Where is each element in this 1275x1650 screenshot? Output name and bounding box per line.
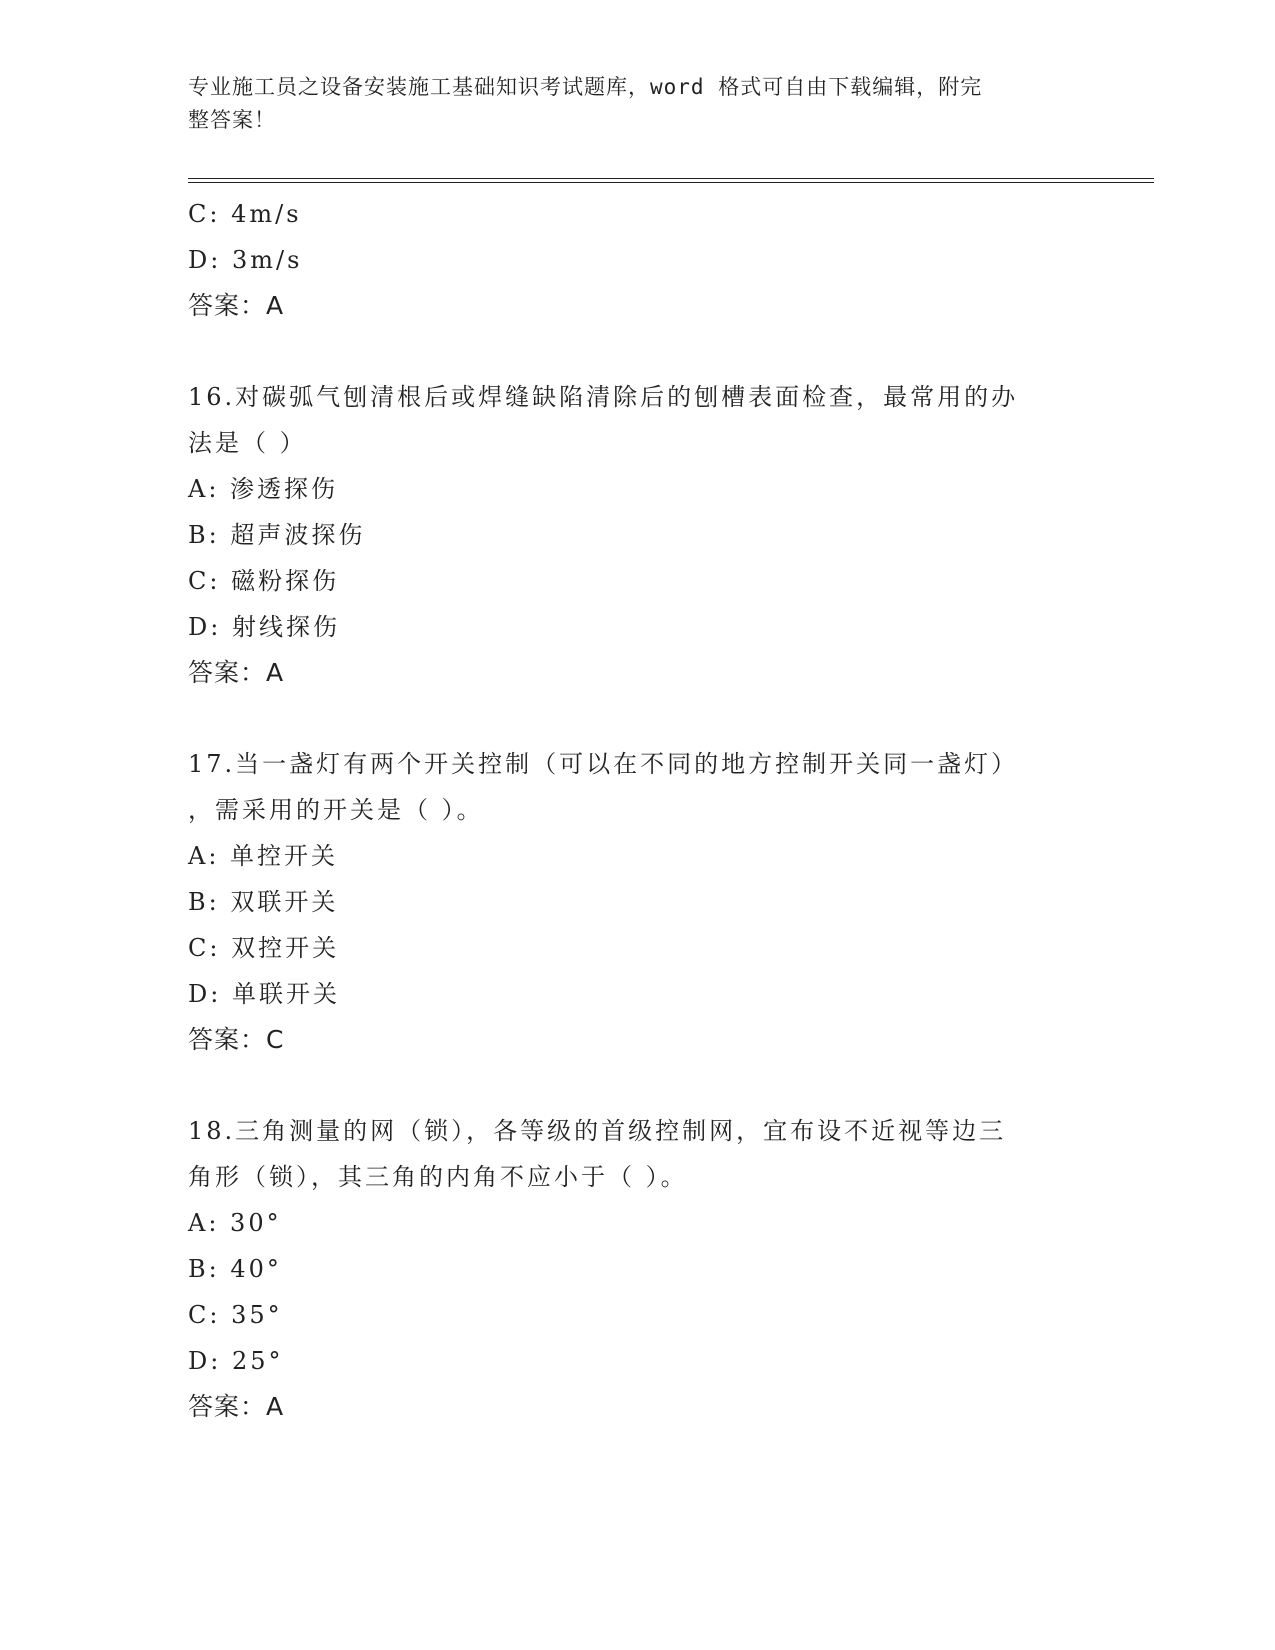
answer-line: 答案：A <box>188 658 285 687</box>
answer-line: 答案：C <box>188 1025 285 1054</box>
option-c: C: 双控开关 <box>188 934 340 962</box>
question-text-line-2: 角形（锁），其三角的内角不应小于（ ）。 <box>188 1163 688 1191</box>
option-d: D: 3m/s <box>188 246 303 274</box>
page-header <box>188 71 1068 137</box>
question-18 <box>188 1108 1088 1430</box>
header-title-line-2: 整答案！ <box>188 108 276 132</box>
option-b: B: 超声波探伤 <box>188 521 366 549</box>
question-text-line-2: ，需采用的开关是（ ）。 <box>188 796 484 824</box>
question-continued <box>188 191 1088 329</box>
option-c: C: 磁粉探伤 <box>188 567 340 595</box>
option-c: C: 35° <box>188 1301 283 1329</box>
header-title-line-1: 专业施工员之设备安装施工基础知识考试题库，word 格式可自由下载编辑，附完 <box>188 75 983 99</box>
option-b: B: 40° <box>188 1255 282 1283</box>
option-b: B: 双联开关 <box>188 888 339 916</box>
question-text-line-1: 17.当一盏灯有两个开关控制（可以在不同的地方控制开关同一盏灯） <box>188 750 1019 778</box>
option-d: D: 射线探伤 <box>188 613 340 641</box>
option-a: A: 单控开关 <box>188 842 339 870</box>
question-text-line-2: 法是（ ） <box>188 429 307 457</box>
question-text-line-1: 16.对碳弧气刨清根后或焊缝缺陷清除后的刨槽表面检查，最常用的办 <box>188 383 1019 411</box>
header-divider-top <box>188 178 1154 179</box>
option-c: C: 4m/s <box>188 200 302 228</box>
answer-line: 答案：A <box>188 1392 285 1421</box>
question-list <box>188 191 1088 1430</box>
answer-line: 答案：A <box>188 291 285 320</box>
question-17 <box>188 741 1088 1063</box>
header-divider-bottom <box>188 182 1154 183</box>
option-d: D: 25° <box>188 1347 284 1375</box>
option-a: A: 渗透探伤 <box>188 475 339 503</box>
option-d: D: 单联开关 <box>188 980 340 1008</box>
option-a: A: 30° <box>188 1209 282 1237</box>
question-text-line-1: 18.三角测量的网（锁），各等级的首级控制网，宜布设不近视等边三 <box>188 1117 1007 1145</box>
question-16 <box>188 374 1088 696</box>
